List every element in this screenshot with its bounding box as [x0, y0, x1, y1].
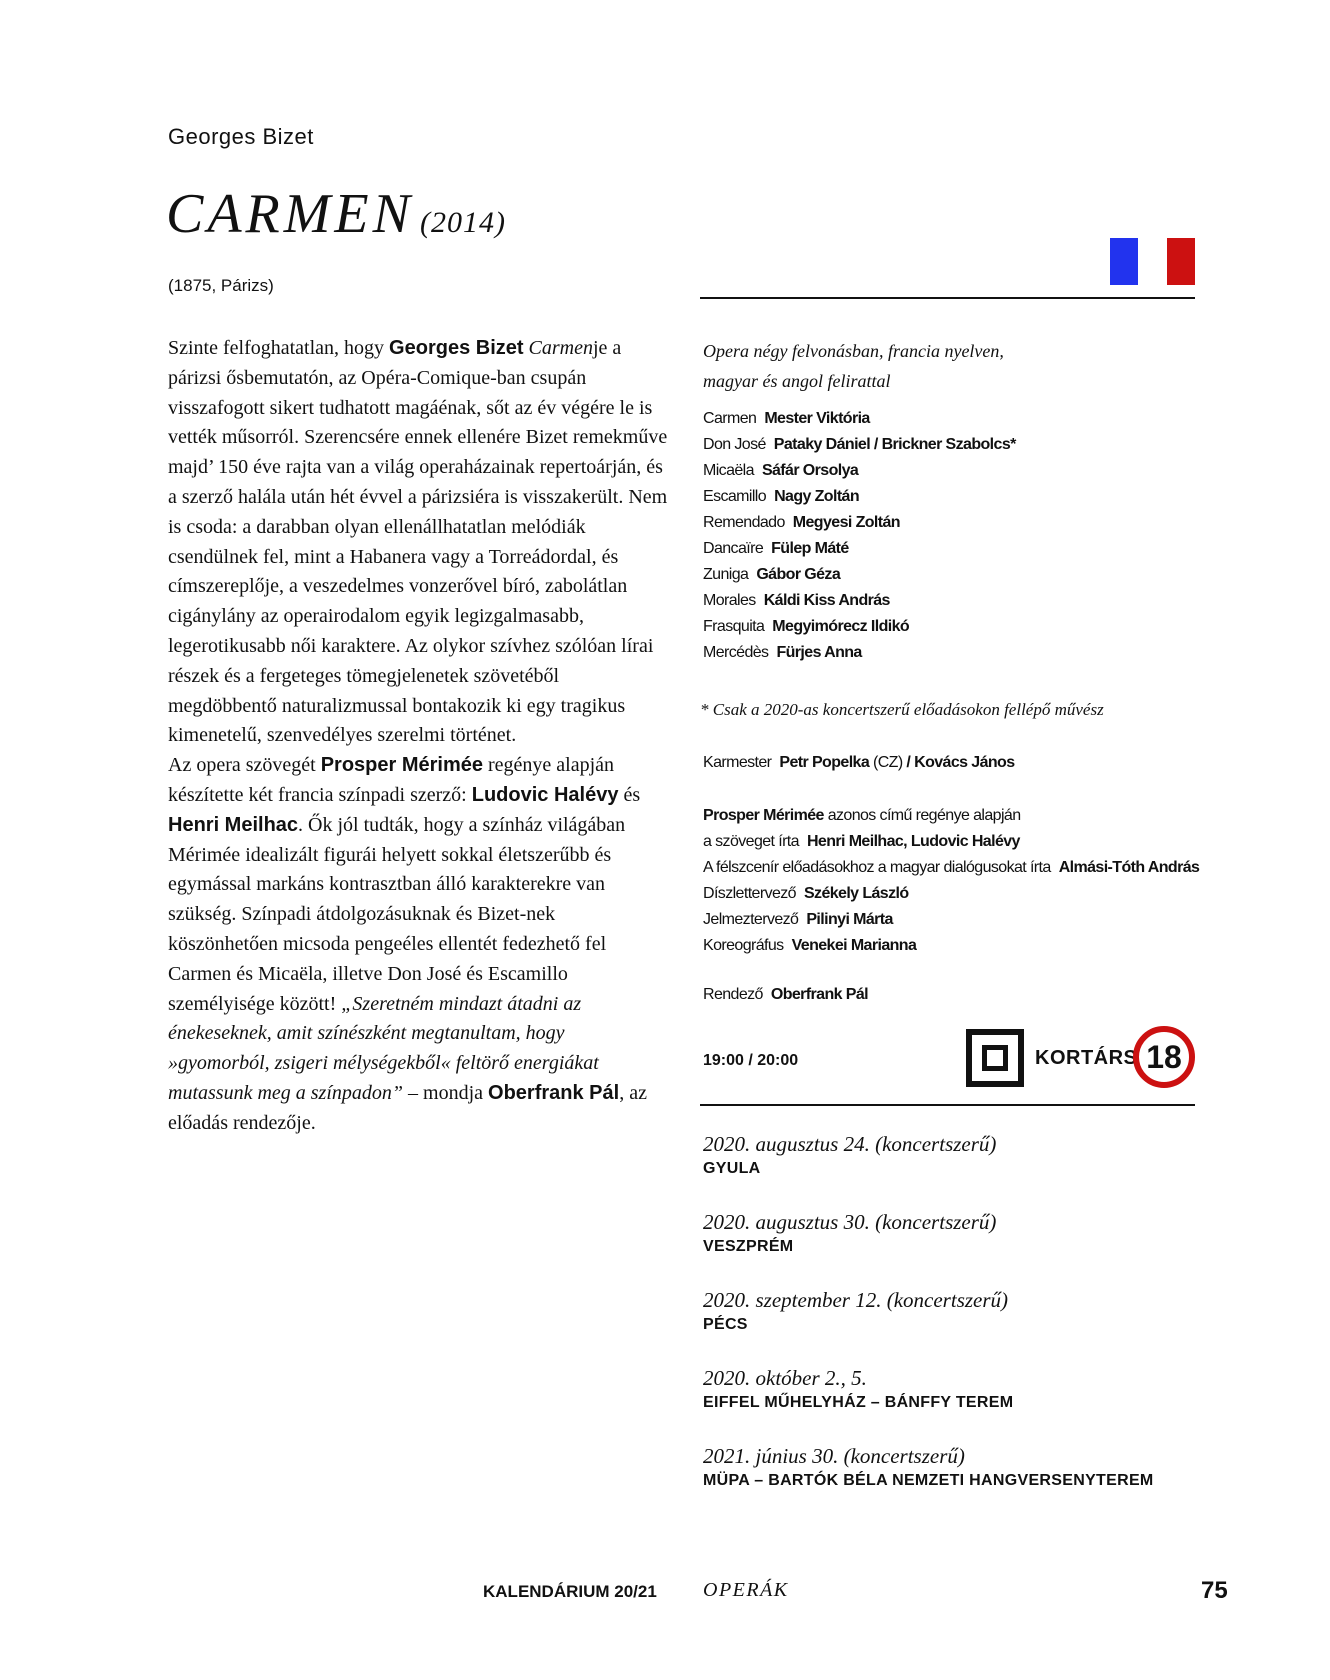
cast-row [703, 640, 1203, 666]
conductor-name: Petr Popelka [779, 754, 870, 771]
bold-text: Prosper Mérimée [320, 754, 484, 777]
bold-text: Georges Bizet [389, 337, 524, 359]
footer-section: OPERÁK [703, 1579, 789, 1601]
conductor-name-alt: / Kovács János [906, 754, 1015, 771]
cast-row [703, 510, 1203, 536]
credit-name: Venekei Marianna [791, 937, 917, 954]
title-text: CARMEN [166, 183, 414, 245]
cast-role: Zuniga [703, 566, 749, 583]
venue-place: MÜPA – BARTÓK BÉLA NEMZETI HANGVERSENYTEREM [703, 1472, 1154, 1489]
production-info [703, 336, 1203, 666]
venue-entry [703, 1364, 1013, 1414]
director-line [703, 982, 868, 1008]
performance-time: 19:00 / 20:00 [703, 1052, 799, 1069]
cast-role: Dancaïre [703, 540, 764, 557]
credit-name: Pilinyi Márta [806, 911, 893, 928]
text: Szinte felfoghatatlan, hogy [168, 337, 390, 359]
kortars-square-icon [966, 1029, 1024, 1087]
cast-name: Megyesi Zoltán [792, 514, 900, 531]
credit-label: Díszlettervező [703, 885, 796, 902]
text: . Ők jól tudták, hogy a színház világában Mérimée idealizált figurái helyett sokkal életszerűbb és egymással markáns kontrasztban álló karakterekre van szükség. Színpadi átdolgozásuknak és Bizet-nek köszönhetően micsoda pengeéles ellentét fedezhető fel Carmen és Micaëla, illetve Don José és Escamillo személyisége között! [168, 813, 626, 1015]
cast-name: Sáfár Orsolya [761, 462, 859, 479]
cast-name: Pataky Dániel / Brickner Szabolcs* [773, 436, 1016, 453]
italic-text: Carmen [528, 337, 593, 359]
conductor-country: (CZ) [869, 754, 907, 771]
french-flag-red-stripe [1167, 238, 1195, 285]
novel-author: Prosper Mérimée [703, 807, 824, 824]
text: regénye alapján készítette két francia színpadi szerző: [168, 754, 615, 806]
cast-name: Káldi Kiss András [763, 592, 890, 609]
venue-place: EIFFEL MŰHELYHÁZ – BÁNFFY TEREM [703, 1394, 1014, 1411]
cast-row [703, 536, 1203, 562]
cast-list [703, 406, 1203, 666]
cast-role: Mercédès [703, 644, 769, 661]
opera-title [166, 183, 506, 245]
text: Az opera szövegét [168, 754, 321, 777]
age-rating-badge: 18 [1133, 1026, 1195, 1088]
cast-row [703, 588, 1203, 614]
kortars-square-inner [982, 1045, 1008, 1071]
credit-name: Henri Meilhac, Ludovic Halévy [806, 833, 1020, 850]
opera-description-line-2: magyar és angol felirattal [703, 371, 891, 391]
cast-name: Fürjes Anna [776, 644, 862, 661]
paragraph-1 [168, 334, 668, 751]
credit-row [703, 907, 1199, 933]
bold-text: Oberfrank Pál [488, 1081, 620, 1104]
conductor-line [703, 750, 1015, 776]
venue-entry [703, 1442, 1154, 1492]
credit-name: Székely László [803, 885, 909, 902]
title-year: (2014) [419, 206, 506, 239]
cast-role: Escamillo [703, 488, 767, 505]
opera-description-line-1: Opera négy felvonásban, francia nyelven, [703, 341, 1004, 361]
venue-entry [703, 1208, 996, 1258]
premiere-info: (1875, Párizs) [168, 276, 274, 295]
venue-place: PÉCS [703, 1316, 748, 1333]
text: és [618, 783, 641, 806]
cast-name: Gábor Géza [756, 566, 841, 583]
footer-publication: KALENDÁRIUM 20/21 [483, 1582, 657, 1601]
cast-name: Megyimórecz Ildikó [772, 618, 910, 635]
venue-date: 2020. október 2., 5. [703, 1366, 867, 1390]
cast-name: Nagy Zoltán [774, 488, 860, 505]
cast-role: Frasquita [703, 618, 765, 635]
novel-text: azonos című regénye alapján [827, 807, 1021, 824]
page-number: 75 [1201, 1577, 1228, 1604]
credit-row [703, 933, 1199, 959]
credit-row [703, 829, 1199, 855]
conductor-label: Karmester [703, 754, 772, 771]
credit-label: A félszcenír előadásokhoz a magyar dialógusokat írta [703, 859, 1051, 876]
director-label: Rendező [703, 986, 763, 1003]
bold-text: Ludovic Halévy [471, 783, 619, 806]
credit-row [703, 803, 1199, 829]
category-label: KORTÁRS [1035, 1047, 1138, 1069]
cast-role: Morales [703, 592, 756, 609]
cast-role: Micaëla [703, 462, 754, 479]
venue-place: VESZPRÉM [703, 1238, 794, 1255]
text: , az előadás rendezője. [168, 1081, 647, 1134]
cast-row [703, 406, 1203, 432]
cast-row [703, 458, 1203, 484]
credit-label: a szöveget írta [703, 833, 799, 850]
cast-footnote: * Csak a 2020-as koncertszerű előadásokon fellépő művész [700, 700, 1104, 719]
quote-text: „Szeretném mindazt átadni az énekeseknek, amit színészként megtanultam, hogy »gyomorból, zsigeri mélységekből« feltörő energiákat mutassunk meg a színpadon” [168, 992, 599, 1104]
venue-date: 2021. június 30. (koncertszerű) [703, 1444, 965, 1468]
venue-entry [703, 1130, 996, 1180]
venue-place: GYULA [703, 1160, 761, 1177]
cast-row [703, 562, 1203, 588]
venue-entry [703, 1286, 1008, 1336]
credit-name: Almási-Tóth András [1058, 859, 1200, 876]
director-name: Oberfrank Pál [770, 986, 868, 1003]
cast-row [703, 484, 1203, 510]
credit-label: Koreográfus [703, 937, 784, 954]
cast-name: Fülep Máté [771, 540, 849, 557]
text: je a párizsi ősbemutatón, az Opéra-Comique-ban csupán visszafogott sikert tudhatott magáénak, sőt az év végére le is vették műsorról. Szerencsére ennek ellenére Bizet remekműve majd’ 150 éve rajta van a világ operaházainak repertoárján, és a szerző halála után hét évvel a párizsiéra is visszakerült. Nem is csoda: a darabban olyan ellenállhatatlan melódiák csendülnek fel, mint a Habanera vagy a Torreádordal, és címszereplője, a veszedelmes vonzerővel bíró, zabolátlan cigánylány az operairodalom egyik legizgalmasabb, legerotikusabb női karaktere. Az olykor szívhez szólóan lírai részek és a fergeteges tömegjelenetek szövetéből megdöbbentő naturalizmussal bontakozik ki egy tragikus kimenetelű, szenvedélyes szerelmi történet. [168, 337, 668, 747]
venue-date: 2020. szeptember 12. (koncertszerű) [703, 1288, 1009, 1312]
cast-role: Don José [703, 436, 766, 453]
bold-text: Henri Meilhac [168, 813, 299, 836]
french-flag-blue-stripe [1110, 238, 1138, 285]
composer-name: Georges Bizet [168, 124, 314, 149]
text: – mondja [403, 1081, 489, 1104]
cast-row [703, 614, 1203, 640]
article-body [168, 334, 668, 1139]
credit-label: Jelmeztervező [703, 911, 799, 928]
divider-bottom [700, 1104, 1195, 1106]
credits-list [703, 803, 1199, 959]
cast-row [703, 432, 1203, 458]
venue-date: 2020. augusztus 30. (koncertszerű) [703, 1210, 997, 1234]
cast-role: Remendado [703, 514, 785, 531]
cast-name: Mester Viktória [764, 410, 870, 427]
credit-row [703, 881, 1199, 907]
credit-row [703, 855, 1199, 881]
venue-date: 2020. augusztus 24. (koncertszerű) [703, 1132, 997, 1156]
cast-role: Carmen [703, 410, 757, 427]
paragraph-2 [168, 751, 668, 1138]
divider-top [700, 297, 1195, 299]
